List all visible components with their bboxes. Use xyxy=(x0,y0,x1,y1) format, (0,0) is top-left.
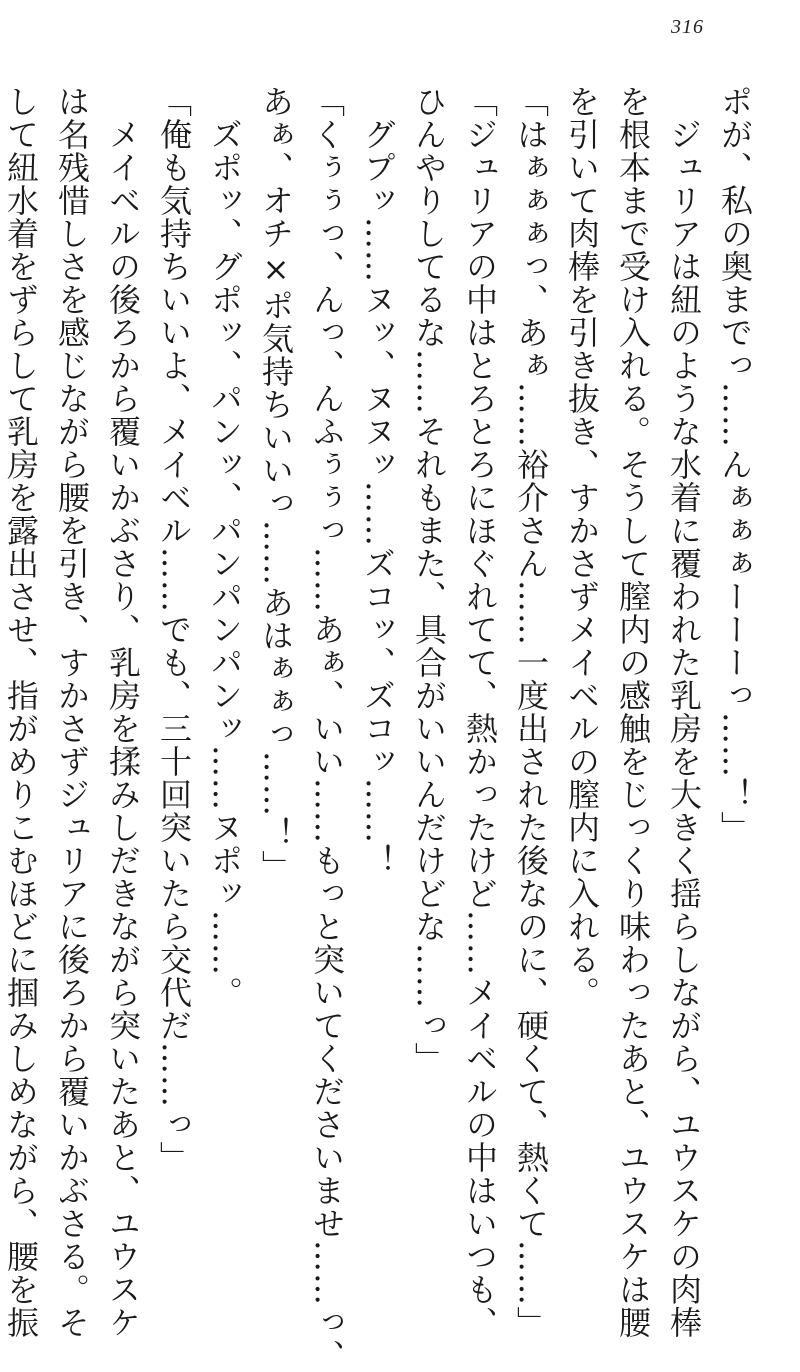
text-line: グプッ……ヌッ、ヌヌッ……ズコッ、ズコッ……！ xyxy=(359,85,397,877)
text-line: メイベルの後ろから覆いかぶさり、乳房を揉みしだきながら突いたあと、ユウスケ xyxy=(104,85,142,1339)
text-line: 「ジュリアの中はとろとろにほぐれてて、熱かったけど……メイベルの中はいつも、 xyxy=(461,85,499,1339)
text-line: ひんやりしてるな……それもまた、具合がいいんだけどな……っ」 xyxy=(410,85,448,1075)
text-line: して紐水着をずらして乳房を露出させ、指がめりこむほどに掴みしめながら、腰を振 xyxy=(2,85,40,1339)
text-line: を引いて肉棒を引き抜き、すかさずメイベルの膣内に入れる。 xyxy=(563,85,601,1009)
novel-text-block xyxy=(2,85,760,1372)
text-line: 「俺も気持ちいいよ、メイベル……でも、三十回突いたら交代だ……っ」 xyxy=(155,85,193,1174)
text-line: あぁ、オチ×ポ気持ちいいっ……あはぁぁっ……！」 xyxy=(257,85,295,883)
text-line: ジュリアは紐のような水着に覆われた乳房を大きく揺らしながら、ユウスケの肉棒 xyxy=(665,85,703,1339)
text-line: 「はぁぁぁっ、あぁ……裕介さん……一度出された後なのに、硬くて、熱くて……」 xyxy=(512,85,550,1339)
text-line: 「くぅぅっ、んっ、んふぅぅっ……あぁ、いい……もっと突いてくださいませ……っ、 xyxy=(308,85,346,1372)
text-line: ポが、私の奥までっ……んぁぁぁーーーっ……！」 xyxy=(716,85,754,844)
text-line: を根本まで受け入れる。そうして膣内の感触をじっくり味わったあと、ユウスケは腰 xyxy=(614,85,652,1339)
page-number: 316 xyxy=(671,16,704,38)
text-line: は名残惜しさを感じながら腰を引き、すかさずジュリアに後ろから覆いかぶさる。そ xyxy=(53,85,91,1339)
text-line: ズポッ、グポッ、パンッ、パンパンパンッ……ヌポッ……。 xyxy=(206,85,244,1009)
